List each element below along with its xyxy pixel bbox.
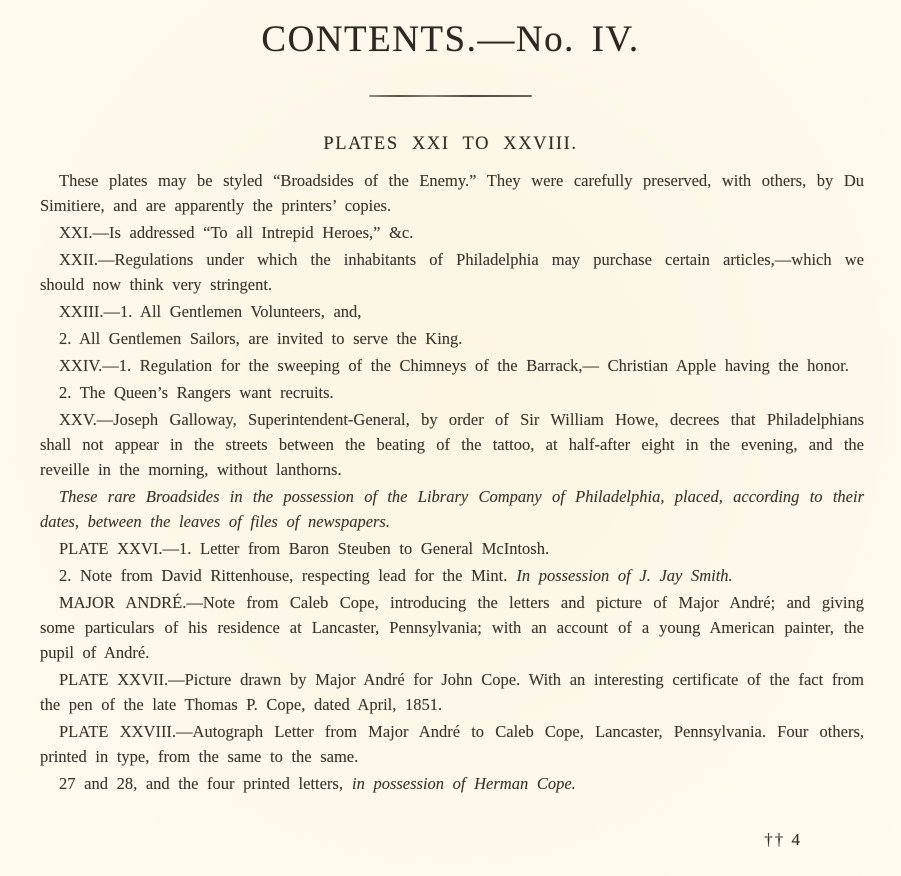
- paragraph-plate-xxviii: PLATE XXVIII.—Autograph Letter from Major André to Caleb Cope, Lancaster, Pennsylvania. Four others, printed in type, from the same to the same.: [40, 722, 864, 766]
- paragraph-text: 2. Note from David Rittenhouse, respecting lead for the Mint.: [59, 566, 508, 585]
- paragraph-plate-xxiv: XXIV.—1. Regulation for the sweeping of the Chimneys of the Barrack,— Christian Apple having the honor.: [59, 356, 849, 375]
- title-rule: [369, 95, 532, 97]
- paragraph-text: 27 and 28, and the four printed letters,: [59, 774, 343, 793]
- printer-signature-mark: †† 4: [764, 830, 802, 849]
- paragraph-printed-letters: [40, 771, 864, 796]
- paragraph-plate-xxiii: XXIII.—1. All Gentlemen Volunteers, and,: [59, 302, 362, 321]
- paragraph-plate-xxv: XXV.—Joseph Galloway, Superintendent-General, by order of Sir William Howe, decrees that Philadelphians shall not appear in the streets between the beating of the tattoo, at half-after eight in the evening, and the reveille in the morning, without lanthorns.: [40, 410, 864, 479]
- paragraph-plate-xxiv-item2: 2. The Queen’s Rangers want recruits.: [59, 383, 334, 402]
- paragraph-plate-xxiii-item2: 2. All Gentlemen Sailors, are invited to serve the King.: [59, 329, 463, 348]
- possession-note: In possession of J. Jay Smith.: [516, 566, 733, 585]
- contents-list: [0, 168, 901, 796]
- paragraph-plate-xxvi-item2: [40, 563, 864, 588]
- paragraph-intro: These plates may be styled “Broadsides of the Enemy.” They were carefully preserved, with others, by Du Simitiere, and are apparently the printers’ copies.: [40, 171, 864, 215]
- paragraph-major-andre: MAJOR ANDRÉ.—Note from Caleb Cope, introducing the letters and picture of Major André; and giving some particulars of his residence at Lancaster, Pennsylvania; with an account of a young American painter, the pupil of André.: [40, 593, 864, 662]
- paragraph-plate-xxii: XXII.—Regulations under which the inhabitants of Philadelphia may purchase certain articles,––which we should now think very stringent.: [40, 250, 864, 294]
- possession-note: in possession of Herman Cope.: [351, 774, 576, 793]
- paragraph-plate-xxvii: PLATE XXVII.—Picture drawn by Major André for John Cope. With an interesting certificate of the fact from the pen of the late Thomas P. Cope, dated April, 1851.: [40, 670, 864, 714]
- paragraph-plate-xxi: XXI.—Is addressed “To all Intrepid Heroes,” &c.: [59, 223, 414, 242]
- section-heading: PLATES XXI TO XXVIII.: [323, 134, 578, 154]
- page-title: CONTENTS.—No. IV.: [261, 19, 640, 60]
- paragraph-plate-xxvi: PLATE XXVI.—1. Letter from Baron Steuben to General McIntosh.: [59, 539, 550, 558]
- paragraph-broadsides-note: These rare Broadsides in the possession of the Library Company of Philadelphia, placed, according to their dates, between the leaves of files of newspapers.: [40, 487, 864, 531]
